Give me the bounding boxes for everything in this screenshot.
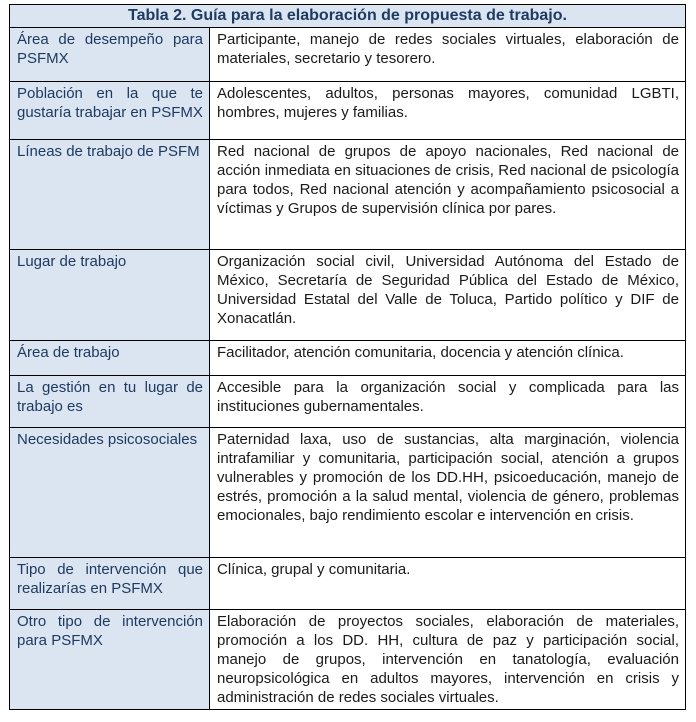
row-label: Tipo de intervención que realizarías en PSFMX <box>10 558 210 610</box>
row-value: Participante, manejo de redes sociales virtuales, elaboración de materiales, secretario y tesorero. <box>210 28 686 82</box>
row-label: Líneas de trabajo de PSFM <box>10 140 210 250</box>
table-title: Tabla 2. Guía para la elaboración de propuesta de trabajo. <box>9 4 686 27</box>
document-table-container <box>9 4 686 710</box>
row-label: Área de trabajo <box>10 341 210 376</box>
table-row <box>10 82 686 140</box>
row-value: Elaboración de proyectos sociales, elaboración de materiales, promoción a los DD. HH, cultura de paz y participación social, manejo de grupos, intervención en tanatología, evaluación neuropsicológica en adultos mayores, intervención en crisis y administración de redes sociales virtuales. <box>210 610 686 710</box>
table-row <box>10 558 686 610</box>
row-label: Necesidades psicosociales <box>10 428 210 558</box>
row-label: Área de desempeño para PSFMX <box>10 28 210 82</box>
row-value: Red nacional de grupos de apoyo nacionales, Red nacional de acción inmediata en situaciones de crisis, Red nacional de psicología para todos, Red nacional atención y acompañamiento psicosocial a víctimas y Grupos de supervisión clínica por pares. <box>210 140 686 250</box>
table-row <box>10 376 686 428</box>
row-label: La gestión en tu lugar de trabajo es <box>10 376 210 428</box>
table-row <box>10 250 686 341</box>
proposal-guide-table <box>9 27 686 710</box>
row-value: Clínica, grupal y comunitaria. <box>210 558 686 610</box>
row-label: Lugar de trabajo <box>10 250 210 341</box>
row-label: Población en la que te gustaría trabajar en PSFMX <box>10 82 210 140</box>
row-value: Accesible para la organización social y complicada para las instituciones gubernamentales. <box>210 376 686 428</box>
row-value: Facilitador, atención comunitaria, docencia y atención clínica. <box>210 341 686 376</box>
table-row <box>10 341 686 376</box>
table-row <box>10 140 686 250</box>
table-row <box>10 28 686 82</box>
row-value: Paternidad laxa, uso de sustancias, alta marginación, violencia intrafamiliar y comunitaria, participación social, atención a grupos vulnerables y promoción de los DD.HH, psicoeducación, manejo de estrés, promoción a la salud mental, violencia de género, problemas emocionales, bajo rendimiento escolar e intervención en crisis. <box>210 428 686 558</box>
table-row <box>10 428 686 558</box>
row-label: Otro tipo de intervención para PSFMX <box>10 610 210 710</box>
row-value: Adolescentes, adultos, personas mayores, comunidad LGBTI, hombres, mujeres y familias. <box>210 82 686 140</box>
row-value: Organización social civil, Universidad Autónoma del Estado de México, Secretaría de Seguridad Pública del Estado de México, Universidad Estatal del Valle de Toluca, Partido político y DIF de Xonacatlán. <box>210 250 686 341</box>
table-row <box>10 610 686 710</box>
